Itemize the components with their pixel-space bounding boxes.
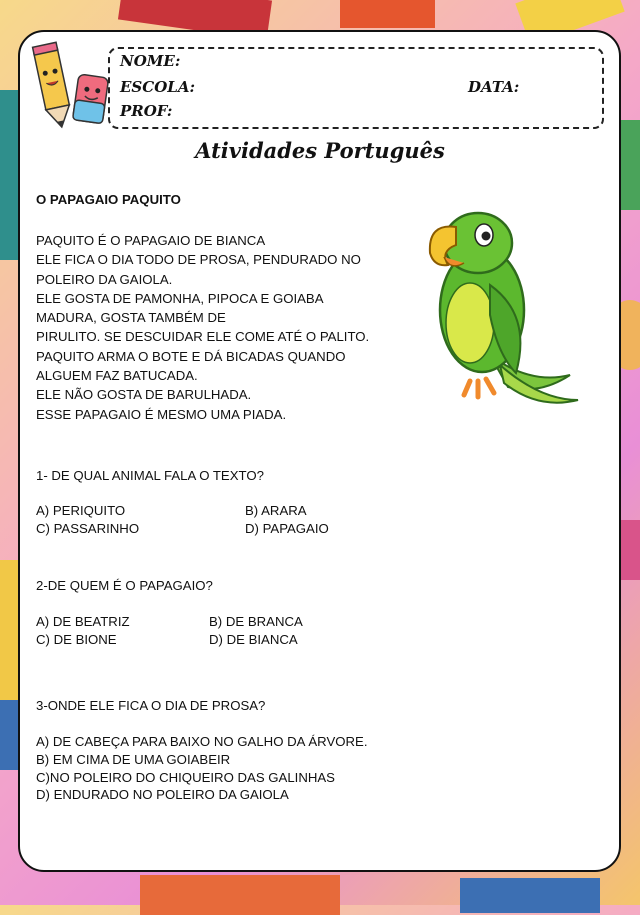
background-book-green — [620, 120, 640, 210]
question-3-option-b: B) EM CIMA DE UMA GOIABEIR — [36, 751, 231, 767]
name-field-label: NOME: — [120, 52, 181, 70]
question-3-option-d: D) ENDURADO NO POLEIRO DA GAIOLA — [36, 787, 289, 803]
background-book-bottom-right — [460, 878, 600, 913]
story-line: ELE NÃO GOSTA DE BARULHADA. — [36, 387, 252, 403]
student-info-box — [108, 47, 604, 129]
question-2-option-d: D) DE BIANCA — [209, 632, 298, 647]
question-1-option-b: B) ARARA — [245, 503, 307, 518]
story-line: PIRULITO. SE DESCUIDAR ELE COME ATÉ O PALITO. — [36, 329, 370, 345]
parrot-illustration — [420, 205, 580, 415]
background-book-blue — [0, 700, 20, 770]
question-1-option-c: C) PASSARINHO — [36, 521, 140, 536]
question-3-prompt: 3-ONDE ELE FICA O DIA DE PROSA? — [36, 698, 266, 713]
date-field-label: DATA: — [468, 78, 520, 96]
story-line: POLEIRO DA GAIOLA. — [36, 271, 173, 287]
story-text — [36, 231, 369, 424]
story-line: ESSE PAPAGAIO É MESMO UMA PIADA. — [36, 406, 287, 422]
background-book-pink — [620, 520, 640, 580]
question-2-option-c: C) DE BIONE — [36, 632, 117, 647]
pencil-eraser-mascot-illustration — [22, 36, 114, 131]
background-book-teal — [0, 90, 20, 260]
story-line: ELE GOSTA DE PAMONHA, PIPOCA E GOIABA — [36, 290, 324, 306]
school-field-label: ESCOLA: — [120, 78, 195, 96]
story-line: PAQUITO É O PAPAGAIO DE BIANCA — [36, 233, 266, 248]
question-1-option-a: A) PERIQUITO — [36, 503, 126, 518]
question-2-option-a: A) DE BEATRIZ — [36, 614, 130, 629]
story-line: ALGUEM FAZ BATUCADA. — [36, 368, 198, 384]
question-3-option-a: A) DE CABEÇA PARA BAIXO NO GALHO DA ÁRVORE. — [36, 734, 368, 749]
question-1-prompt: 1- DE QUAL ANIMAL FALA O TEXTO? — [36, 468, 264, 483]
question-3-option-c: C)NO POLEIRO DO CHIQUEIRO DAS GALINHAS — [36, 769, 335, 785]
question-1-option-d: D) PAPAGAIO — [245, 521, 329, 536]
background-book-orange — [340, 0, 435, 28]
question-2-option-b: B) DE BRANCA — [209, 614, 303, 629]
question-3-options — [36, 733, 368, 804]
page-title: Atividades Português — [195, 138, 445, 163]
question-2-prompt: 2-DE QUEM É O PAPAGAIO? — [36, 578, 213, 593]
story-line: MADURA, GOSTA TAMBÉM DE — [36, 310, 226, 326]
story-line: PAQUITO ARMA O BOTE E DÁ BICADAS QUANDO — [36, 348, 346, 364]
story-title: O PAPAGAIO PAQUITO — [36, 192, 181, 207]
background-book-bottom — [140, 875, 340, 915]
story-line: ELE FICA O DIA TODO DE PROSA, PENDURADO NO — [36, 252, 361, 268]
teacher-field-label: PROF: — [120, 102, 173, 120]
